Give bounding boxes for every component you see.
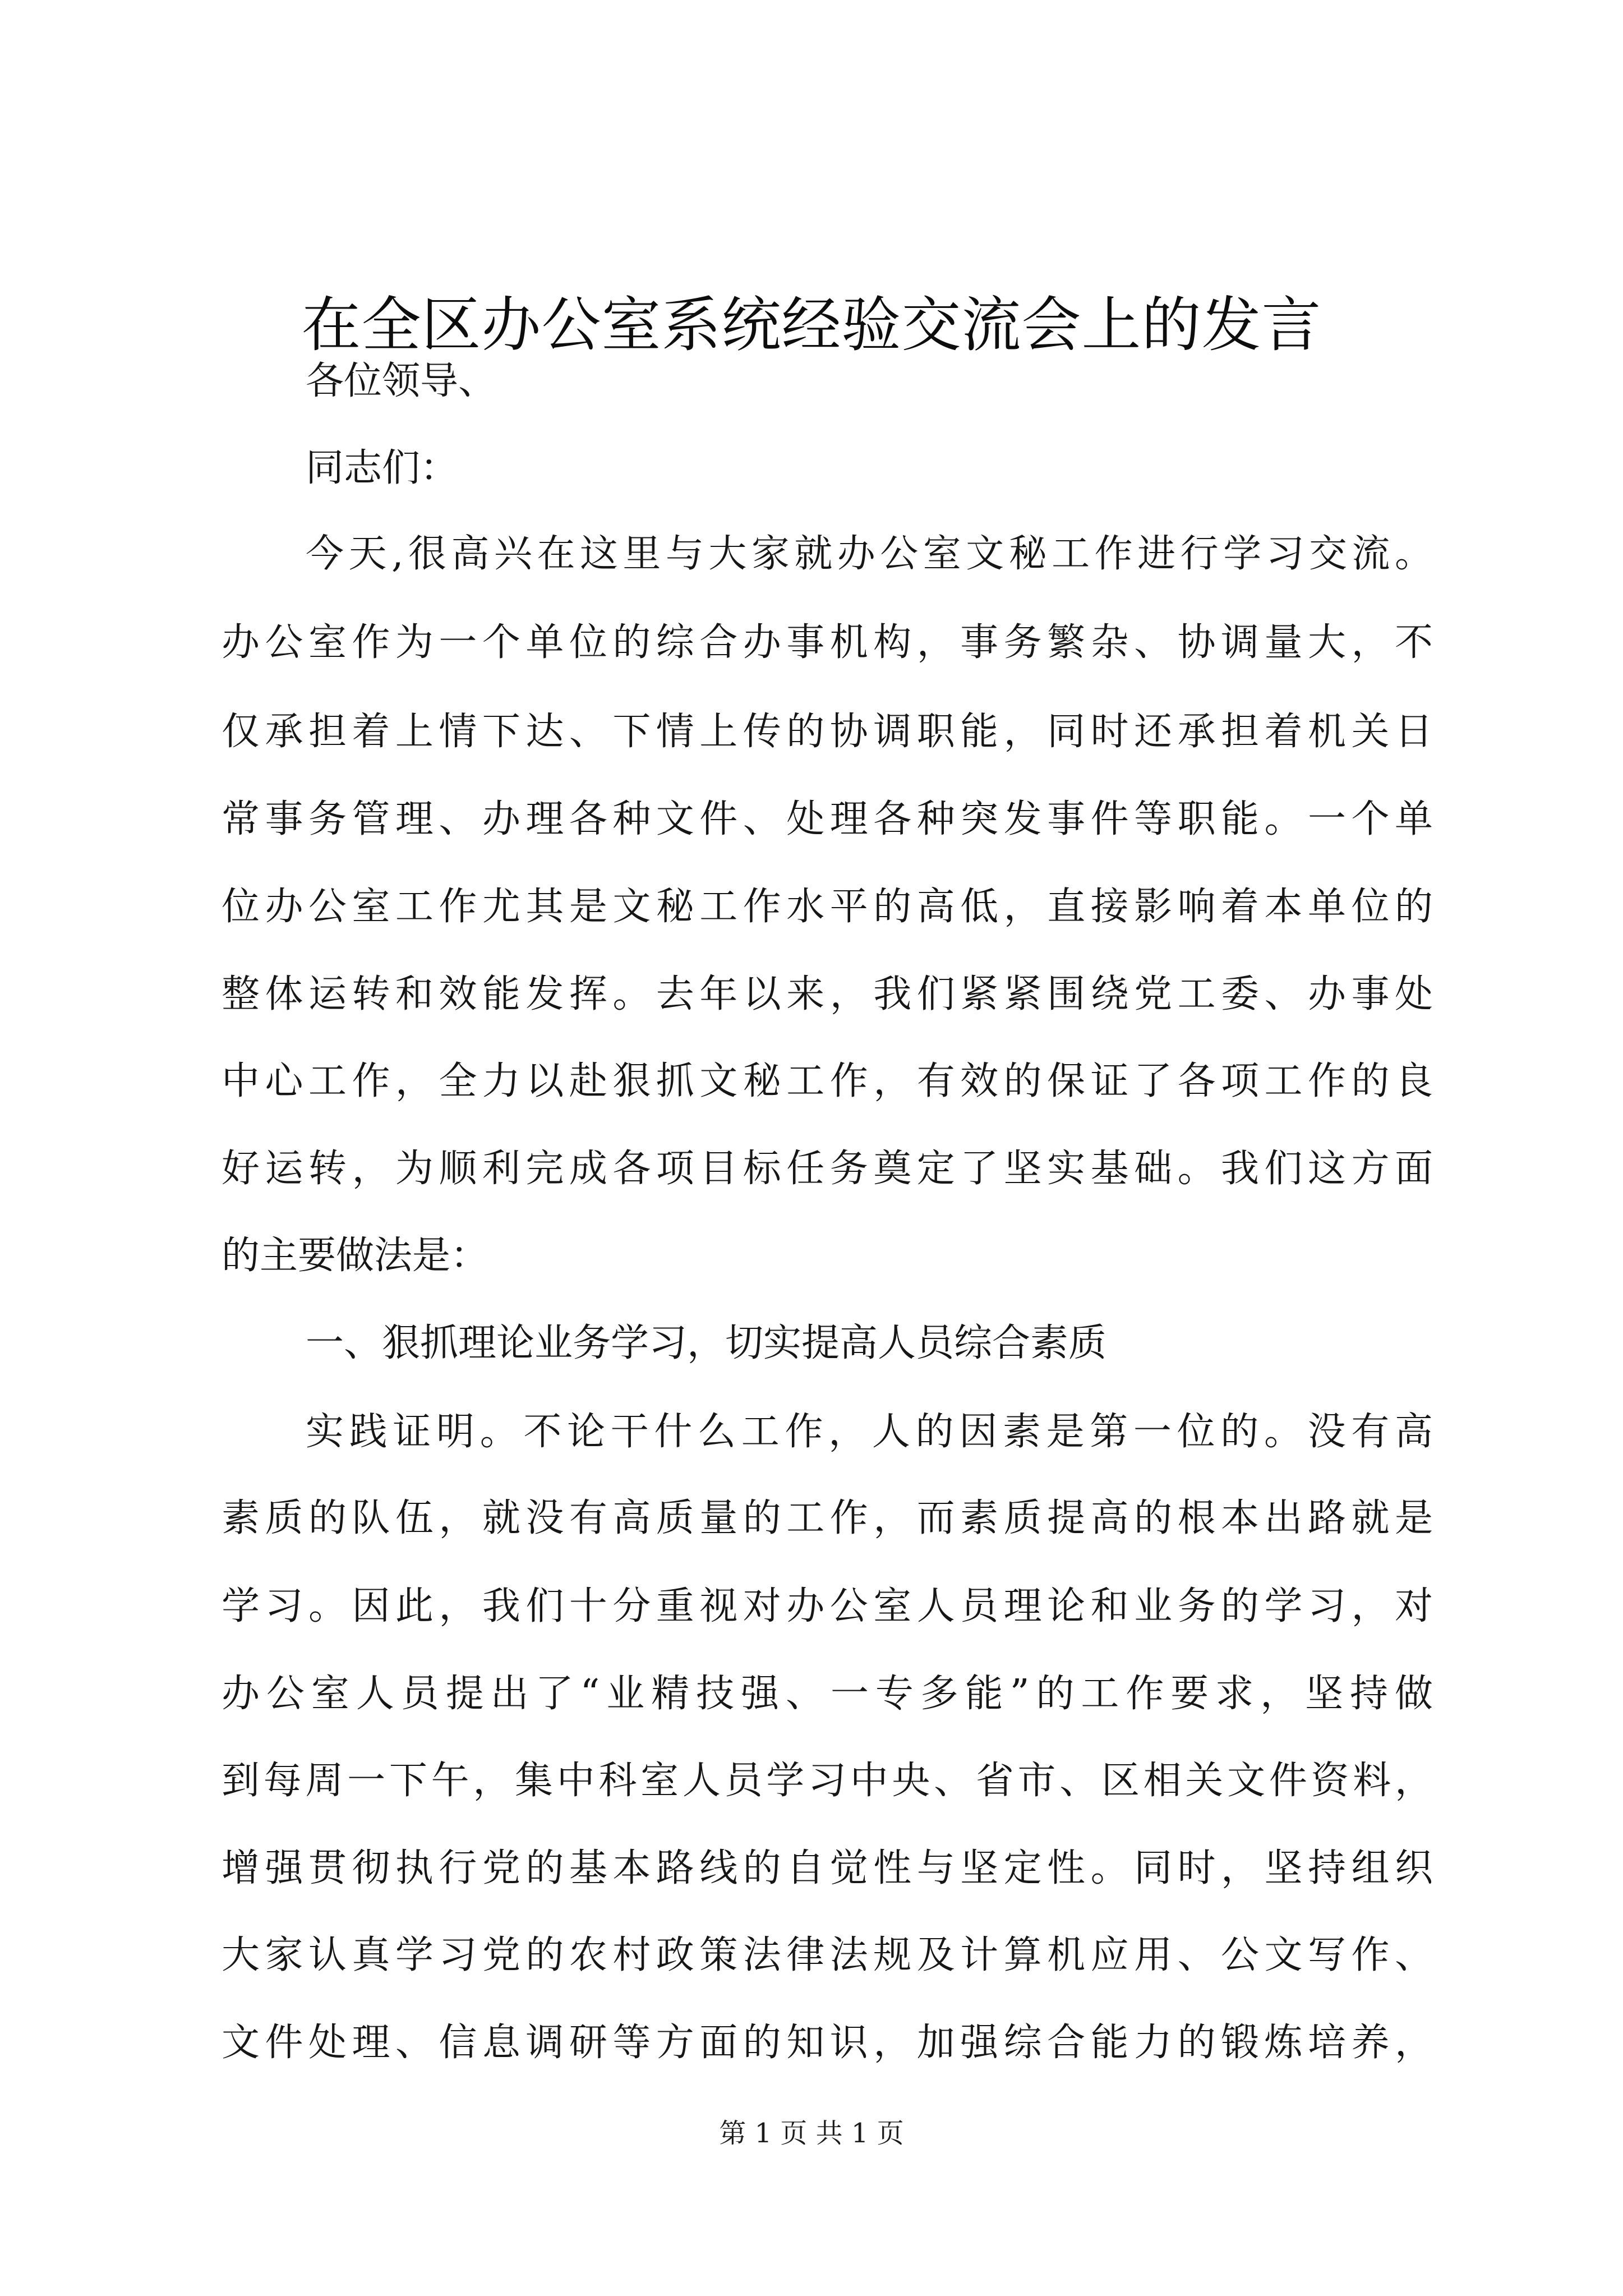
paragraph-line: 今天,很高兴在这里与大家就办公室文秘工作进行学习交流。 bbox=[306, 532, 1433, 576]
paragraph-line: 增强贯彻执行党的基本路线的自觉性与坚定性。同时，坚持组织 bbox=[222, 1846, 1433, 1890]
paragraph-line: 素质的队伍，就没有高质量的工作，而素质提高的根本出路就是 bbox=[222, 1496, 1433, 1540]
salutation-line: 同志们： bbox=[306, 446, 459, 490]
paragraph-line: 常事务管理、办理各种文件、处理各种突发事件等职能。一个单 bbox=[222, 797, 1433, 841]
paragraph-line: 位办公室工作尤其是文秘工作水平的高低，直接影响着本单位的 bbox=[222, 885, 1433, 929]
paragraph-line: 文件处理、信息调研等方面的知识，加强综合能力的锻炼培养， bbox=[222, 2021, 1433, 2065]
paragraph-line: 实践证明。不论干什么工作，人的因素是第一位的。没有高 bbox=[306, 1410, 1433, 1454]
document-title: 在全区办公室系统经验交流会上的发言 bbox=[301, 291, 1322, 360]
paragraph-line: 中心工作，全力以赴狠抓文秘工作，有效的保证了各项工作的良 bbox=[222, 1059, 1433, 1103]
paragraph-line: 办公室人员提出了“业精技强、一专多能”的工作要求，坚持做 bbox=[222, 1672, 1433, 1716]
section-heading: 一、狠抓理论业务学习，切实提高人员综合素质 bbox=[306, 1321, 1107, 1365]
paragraph-line: 办公室作为一个单位的综合办事机构，事务繁杂、协调量大，不 bbox=[222, 620, 1433, 665]
paragraph-line: 学习。因此，我们十分重视对办公室人员理论和业务的学习，对 bbox=[222, 1584, 1433, 1628]
paragraph-line: 到每周一下午，集中科室人员学习中央、省市、区相关文件资料， bbox=[222, 1759, 1433, 1803]
paragraph-line: 好运转，为顺利完成各项目标任务奠定了坚实基础。我们这方面 bbox=[222, 1147, 1433, 1191]
page-number-footer: 第 1 页 共 1 页 bbox=[719, 2118, 904, 2149]
paragraph-line: 整体运转和效能发挥。去年以来，我们紧紧围绕党工委、办事处 bbox=[222, 972, 1433, 1016]
paragraph-line: 仅承担着上情下达、下情上传的协调职能，同时还承担着机关日 bbox=[222, 710, 1433, 754]
salutation-line: 各位领导、 bbox=[306, 359, 497, 403]
paragraph-line: 的主要做法是： bbox=[222, 1234, 489, 1278]
paragraph-line: 大家认真学习党的农村政策法律法规及计算机应用、公文写作、 bbox=[222, 1933, 1433, 1977]
